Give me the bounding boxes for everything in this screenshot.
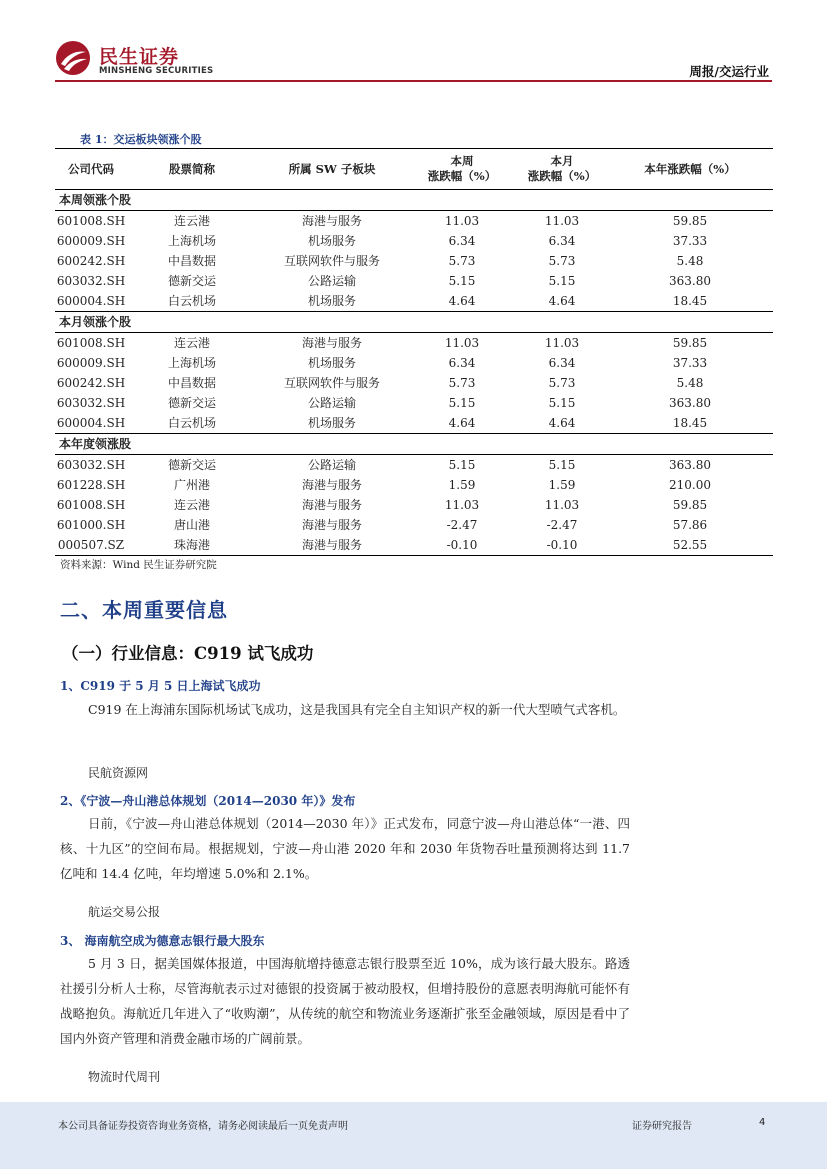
cell-month-change: 11.03 xyxy=(544,336,580,350)
cell-name: 德新交运 xyxy=(167,274,216,288)
cell-month-change: 6.34 xyxy=(548,234,576,248)
cell-sector: 互联网软件与服务 xyxy=(283,254,380,268)
cell-week-change: 5.15 xyxy=(448,274,476,288)
section-heading: 二、本周重要信息 xyxy=(60,598,228,622)
leading-stocks-table xyxy=(55,148,773,556)
cell-name: 白云机场 xyxy=(167,294,216,308)
cell-name: 上海机场 xyxy=(167,356,216,370)
cell-code: 601008.SH xyxy=(56,336,126,350)
cell-week-change: 6.34 xyxy=(448,356,476,370)
table-row xyxy=(55,353,773,373)
cell-month-change: 4.64 xyxy=(548,294,576,308)
cell-year-change: 57.86 xyxy=(672,518,708,532)
cell-sector: 公路运输 xyxy=(307,458,356,472)
news-item-1-title: 1、C919 于 5 月 5 日上海试飞成功 xyxy=(60,679,261,693)
cell-month-change: 1.59 xyxy=(548,478,576,492)
footer-report-label: 证券研究报告 xyxy=(632,1121,692,1132)
cell-code: 603032.SH xyxy=(56,396,126,410)
cell-year-change: 59.85 xyxy=(672,214,708,228)
cell-sector: 海港与服务 xyxy=(257,535,407,556)
logo-chinese-name: 民生证券 xyxy=(99,46,180,68)
table-row xyxy=(55,495,773,515)
news-item-3-title: 3、 海南航空成为德意志银行最大股东 xyxy=(60,934,265,948)
cell-month-change: 6.34 xyxy=(548,356,576,370)
cell-week-change: -0.10 xyxy=(407,535,517,556)
header-year-change: 本年涨跌幅（%） xyxy=(607,149,773,190)
cell-name: 中昌数据 xyxy=(167,254,216,268)
header-name: 股票简称 xyxy=(127,149,257,190)
cell-sector: 海港与服务 xyxy=(301,214,362,228)
cell-month-change: -2.47 xyxy=(546,518,578,532)
cell-week-change: 5.73 xyxy=(448,376,476,390)
cell-code: 601000.SH xyxy=(56,518,126,532)
page-header xyxy=(0,0,827,80)
news-item-3-source: 物流时代周刊 xyxy=(88,1070,161,1084)
table-row xyxy=(55,475,773,495)
cell-year-change: 5.48 xyxy=(676,254,704,268)
cell-code: 600242.SH xyxy=(56,376,126,390)
cell-year-change: 210.00 xyxy=(669,478,711,492)
cell-code: 603032.SH xyxy=(56,458,126,472)
cell-week-change: 5.73 xyxy=(448,254,476,268)
news-item-1-text: C919 在上海浦东国际机场试飞成功，这是我国具有完全自主知识产权的新一代大型喷气式客机。 xyxy=(88,702,626,717)
group-yearly xyxy=(55,434,773,556)
cell-week-change: 1.59 xyxy=(448,478,476,492)
cell-month-change: 5.15 xyxy=(548,274,576,288)
cell-sector: 海港与服务 xyxy=(301,498,362,512)
table-row xyxy=(55,535,773,556)
cell-sector: 海港与服务 xyxy=(301,518,362,532)
cell-sector: 机场服务 xyxy=(307,356,356,370)
cell-sector: 机场服务 xyxy=(307,234,356,248)
logo-english-name: MINSHENG SECURITIES xyxy=(99,66,214,76)
table-group-label: 本月领涨个股 xyxy=(55,312,773,333)
cell-year-change: 59.85 xyxy=(672,336,708,350)
cell-name: 德新交运 xyxy=(167,458,216,472)
cell-code: 600009.SH xyxy=(56,356,126,370)
page-footer xyxy=(0,1102,827,1169)
cell-month-change: 4.64 xyxy=(548,416,576,430)
cell-code: 603032.SH xyxy=(56,274,126,288)
cell-year-change: 37.33 xyxy=(672,234,708,248)
table-header-row xyxy=(55,149,773,190)
cell-year-change: 59.85 xyxy=(672,498,708,512)
cell-name: 上海机场 xyxy=(167,234,216,248)
news-item-2-source: 航运交易公报 xyxy=(88,905,161,919)
cell-year-change: 363.80 xyxy=(669,396,711,410)
table-row xyxy=(55,373,773,393)
cell-week-change: 11.03 xyxy=(444,214,480,228)
table-row xyxy=(55,231,773,251)
cell-code: 601008.SH xyxy=(56,498,126,512)
table-group-label: 本周领涨个股 xyxy=(55,190,773,211)
table-group-row xyxy=(55,190,773,211)
table-row xyxy=(55,291,773,312)
table-group-label: 本年度领涨股 xyxy=(55,434,773,455)
cell-month-change: -0.10 xyxy=(517,535,607,556)
cell-name: 白云机场 xyxy=(167,416,216,430)
cell-name: 唐山港 xyxy=(173,518,210,532)
cell-name: 广州港 xyxy=(173,478,210,492)
header-week-change: 本周 涨跌幅（%） xyxy=(407,149,517,190)
table-row xyxy=(55,271,773,291)
cell-year-change: 18.45 xyxy=(672,294,708,308)
cell-week-change: 4.64 xyxy=(448,416,476,430)
cell-sector: 互联网软件与服务 xyxy=(283,376,380,390)
cell-month-change: 11.03 xyxy=(544,214,580,228)
cell-year-change: 52.55 xyxy=(607,535,773,556)
table-row xyxy=(55,251,773,271)
cell-sector: 机场服务 xyxy=(307,294,356,308)
table-row xyxy=(55,515,773,535)
table-group-row xyxy=(55,434,773,455)
table-row xyxy=(55,393,773,413)
cell-year-change: 5.48 xyxy=(676,376,704,390)
cell-name: 德新交运 xyxy=(167,396,216,410)
cell-month-change: 5.15 xyxy=(548,458,576,472)
cell-week-change: 11.03 xyxy=(444,336,480,350)
cell-week-change: 6.34 xyxy=(448,234,476,248)
cell-year-change: 18.45 xyxy=(672,416,708,430)
cell-sector: 机场服务 xyxy=(307,416,356,430)
cell-code: 600242.SH xyxy=(56,254,126,268)
cell-code: 600004.SH xyxy=(56,416,126,430)
cell-month-change: 5.73 xyxy=(548,254,576,268)
subsection-heading: （一）行业信息：C919 试飞成功 xyxy=(62,644,314,663)
cell-code: 601228.SH xyxy=(56,478,126,492)
cell-name: 中昌数据 xyxy=(167,376,216,390)
cell-week-change: -2.47 xyxy=(446,518,478,532)
cell-name: 连云港 xyxy=(173,336,210,350)
news-item-2-title: 2、《宁波—舟山港总体规划（2014—2030 年）》发布 xyxy=(60,794,356,808)
table-row xyxy=(55,455,773,476)
table-row xyxy=(55,211,773,232)
cell-code: 601008.SH xyxy=(56,214,126,228)
cell-year-change: 37.33 xyxy=(672,356,708,370)
cell-sector: 公路运输 xyxy=(307,396,356,410)
news-item-2-text: 日前，《宁波—舟山港总体规划（2014—2030 年）》正式发布，同意宁波—舟山港总体“一港、四核、十九区”的空间布局。根据规划，宁波—舟山港 2020 年和 2030 年货物吞吐量预测将达到 11.7 亿吨和 14.4 亿吨，年均增速 5.0%和 2.1%。 xyxy=(60,816,630,881)
cell-code: 600009.SH xyxy=(56,234,126,248)
table-row xyxy=(55,413,773,434)
header-sector: 所属 SW 子板块 xyxy=(257,149,407,190)
table-group-row xyxy=(55,312,773,333)
cell-sector: 海港与服务 xyxy=(301,478,362,492)
cell-name: 珠海港 xyxy=(127,535,257,556)
minsheng-logo-icon xyxy=(55,40,91,76)
cell-year-change: 363.80 xyxy=(669,274,711,288)
report-type: 周报/交运行业 xyxy=(689,64,769,79)
table-row xyxy=(55,333,773,354)
cell-week-change: 5.15 xyxy=(448,458,476,472)
footer-disclaimer: 本公司具备证券投资咨询业务资格，请务必阅读最后一页免责声明 xyxy=(58,1121,348,1132)
cell-name: 连云港 xyxy=(173,214,210,228)
group-weekly xyxy=(55,190,773,312)
cell-week-change: 5.15 xyxy=(448,396,476,410)
cell-month-change: 5.73 xyxy=(548,376,576,390)
header-code: 公司代码 xyxy=(55,149,127,190)
company-logo xyxy=(55,40,215,80)
cell-sector: 公路运输 xyxy=(307,274,356,288)
page-number: 4 xyxy=(759,1117,766,1128)
cell-code: 600004.SH xyxy=(56,294,126,308)
header-divider xyxy=(55,80,772,82)
header-month-change: 本月 涨跌幅（%） xyxy=(517,149,607,190)
cell-sector: 海港与服务 xyxy=(301,336,362,350)
cell-week-change: 11.03 xyxy=(444,498,480,512)
cell-name: 连云港 xyxy=(173,498,210,512)
cell-code: 000507.SZ xyxy=(55,535,127,556)
table-title: 表 1：交运板块领涨个股 xyxy=(80,133,202,146)
group-monthly xyxy=(55,312,773,434)
news-item-3-text: 5 月 3 日，据美国媒体报道，中国海航增持德意志银行股票至近 10%，成为该行最大股东。路透社援引分析人士称，尽管海航表示过对德银的投资属于被动股权，但增持股份的意愿表明海航可能怀有战略抱负。海航近几年进入了“收购潮”，从传统的航空和物流业务逐渐扩张至金融领域，原因是看中了国内外资产管理和消费金融市场的广阔前景。 xyxy=(60,956,630,1046)
cell-month-change: 5.15 xyxy=(548,396,576,410)
table-source: 资料来源：Wind 民生证券研究院 xyxy=(60,559,217,571)
cell-month-change: 11.03 xyxy=(544,498,580,512)
news-item-1-source: 民航资源网 xyxy=(88,766,149,780)
cell-week-change: 4.64 xyxy=(448,294,476,308)
cell-year-change: 363.80 xyxy=(669,458,711,472)
